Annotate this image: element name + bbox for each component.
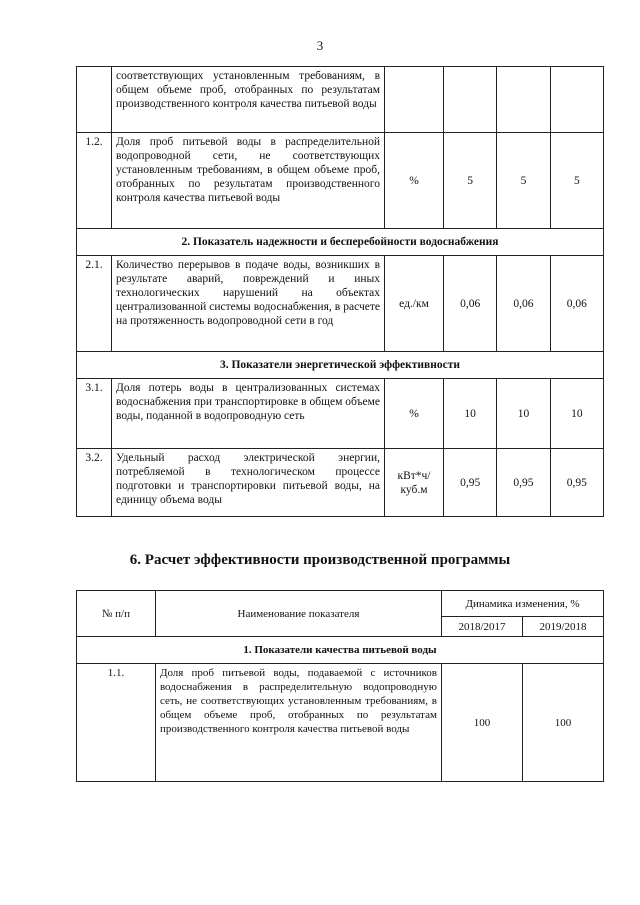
row-value: 100: [441, 664, 522, 782]
row-number: 3.1.: [77, 379, 112, 449]
row-value: 100: [522, 664, 603, 782]
row-value: 5: [444, 133, 497, 229]
row-unit: %: [385, 379, 444, 449]
row-value: 5: [497, 133, 550, 229]
row-number: 2.1.: [77, 256, 112, 352]
row-name: Количество перерывов в подаче воды, возникших в результате аварий, повреждений и иных технологических нарушений на объектах централизованной системы водоснабжения, в расчете на протяженность водопроводной сети в год: [112, 256, 385, 352]
section-row: [77, 352, 604, 379]
row-value: 5: [550, 133, 603, 229]
row-number: 3.2.: [77, 449, 112, 517]
page-number: 3: [316, 38, 324, 53]
row-unit: кВт*ч/куб.м: [385, 449, 444, 517]
row-value: [497, 67, 550, 133]
row-number: 1.1.: [77, 664, 156, 782]
section-title: 1. Показатели качества питьевой воды: [77, 637, 604, 664]
row-name: Доля потерь воды в централизованных системах водоснабжения при транспортировке в общем объеме воды, поданной в водопроводную сеть: [112, 379, 385, 449]
col-year-header: 2019/2018: [522, 617, 603, 637]
section-heading: 6. Расчет эффективности производственной программы: [129, 552, 511, 568]
row-value: [444, 67, 497, 133]
section-row: [77, 229, 604, 256]
table-row: [77, 133, 604, 229]
col-dynamic-header: Динамика изменения, %: [441, 591, 603, 617]
row-unit: ед./км: [385, 256, 444, 352]
table-row: [77, 67, 604, 133]
row-name: Доля проб питьевой воды, подаваемой с источников водоснабжения в распределительную водопроводную сеть, не соответствующих установленным требованиям, в общем объеме проб, отобранных по результатам производственного контроля качества питьевой воды: [155, 664, 441, 782]
row-value: 0,06: [497, 256, 550, 352]
row-unit: %: [385, 133, 444, 229]
row-value: 10: [444, 379, 497, 449]
row-number: 1.2.: [77, 133, 112, 229]
row-name: Удельный расход электрической энергии, потребляемой в технологическом процессе подготовки и транспортировки питьевой воды, на единицу объема воды: [112, 449, 385, 517]
row-value: 0,06: [444, 256, 497, 352]
row-value: 0,95: [497, 449, 550, 517]
col-year-header: 2018/2017: [441, 617, 522, 637]
table-row: [77, 256, 604, 352]
header-row: [77, 591, 604, 617]
section-title: 2. Показатель надежности и бесперебойности водоснабжения: [77, 229, 604, 256]
row-name: Доля проб питьевой воды в распределительной водопроводной сети, не соответствующих установленным требованиям, в общем объеме проб, отобранных по результатам производственного контроля качества питьевой воды: [112, 133, 385, 229]
section-row: [77, 637, 604, 664]
efficiency-table: [76, 590, 604, 782]
row-unit: [385, 67, 444, 133]
row-value: 0,06: [550, 256, 603, 352]
row-value: 10: [497, 379, 550, 449]
row-value: 0,95: [550, 449, 603, 517]
section-title: 3. Показатели энергетической эффективности: [77, 352, 604, 379]
table-row: [77, 449, 604, 517]
indicators-table: [76, 66, 604, 517]
table-row: [77, 664, 604, 782]
row-value: [550, 67, 603, 133]
col-name-header: Наименование показателя: [155, 591, 441, 637]
table-row: [77, 379, 604, 449]
row-number: [77, 67, 112, 133]
row-value: 0,95: [444, 449, 497, 517]
row-name: соответствующих установленным требованиям, в общем объеме проб, отобранных по результатам производственного контроля качества питьевой воды: [112, 67, 385, 133]
row-value: 10: [550, 379, 603, 449]
col-num-header: № п/п: [77, 591, 156, 637]
